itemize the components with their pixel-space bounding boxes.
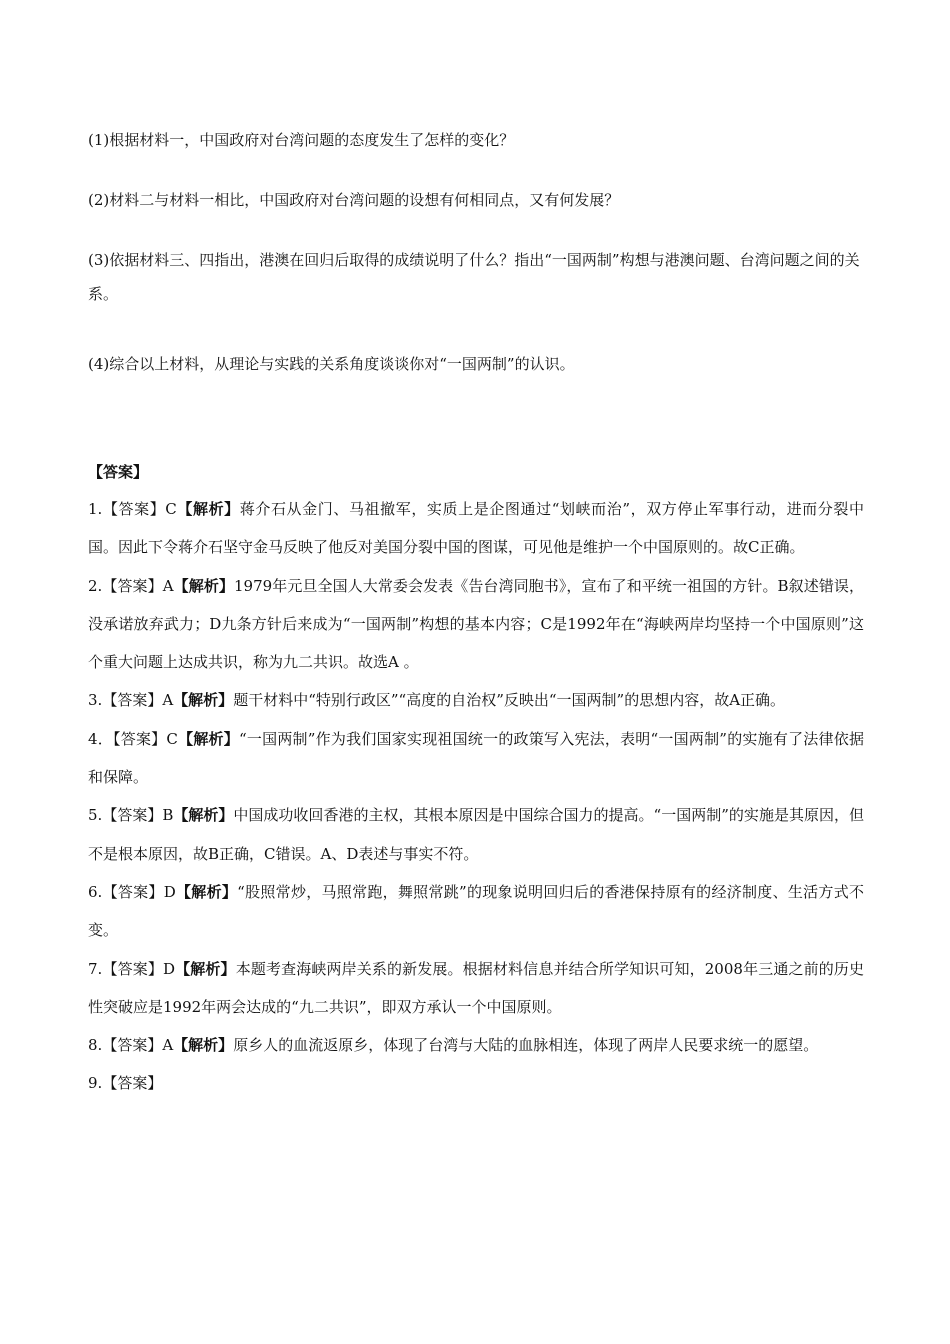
answer-tag: 【答案】	[102, 959, 163, 978]
answer-item	[88, 950, 864, 1027]
analysis-text: 题干材料中“特别行政区”“高度的自治权”反映出“一国两制”的思想内容，故A正确。	[233, 691, 786, 710]
answer-item	[88, 1026, 864, 1064]
analysis-tag: 【解析】	[175, 959, 236, 978]
answer-number: 3.	[88, 691, 103, 710]
answer-tag: 【答案】	[102, 500, 166, 518]
answer-tag: 【答案】	[102, 691, 163, 710]
answer-tag: 【答案】	[113, 729, 167, 748]
answer-list	[88, 490, 864, 1103]
question-4: (4)综合以上材料，从理论与实践的关系角度谈谈你对“一国两制”的认识。	[88, 355, 575, 373]
answer-item	[88, 873, 864, 950]
answer-number: 6.	[88, 882, 103, 901]
analysis-tag: 【解析】	[176, 500, 240, 518]
analysis-tag: 【解析】	[173, 806, 234, 825]
analysis-text: 1979年元旦全国人大常委会发表《告台湾同胞书》，宣布了和平统一祖国的方针。B叙述错误，没承诺放弃武力；D九条方针后来成为“一国两制”构想的基本内容；C是1992年在“海峡两岸均坚持一个中国原则”这个重大问题上达成共识，称为九二共识。故选A 。	[88, 576, 864, 672]
analysis-tag: 【解析】	[173, 1036, 234, 1055]
answer-choice: C	[165, 500, 177, 518]
analysis-tag: 【解析】	[177, 729, 239, 748]
answer-number: 8.	[88, 1036, 103, 1055]
answer-tag: 【答案】	[102, 1074, 163, 1093]
analysis-text: 蒋介石从金门、马祖撤军，实质上是企图通过“划峡而治”，双方停止军事行动，进而分裂中国。因此下令蒋介石坚守金马反映了他反对美国分裂中国的图谋，可见他是维护一个中国原则的。故C正确。	[88, 500, 864, 557]
answer-choice: A	[162, 1036, 174, 1055]
answer-tag: 【答案】	[102, 806, 163, 825]
answer-item	[88, 567, 864, 682]
answer-choice: D	[163, 882, 176, 901]
answer-choice: C	[166, 729, 178, 748]
answer-number: 7.	[88, 959, 103, 978]
answer-choice: B	[162, 806, 174, 825]
question-3: (3)依据材料三、四指出，港澳在回归后取得的成绩说明了什么？指出“一国两制”构想与港澳问题、台湾问题之间的关系。	[88, 251, 860, 303]
question-1: (1)根据材料一，中国政府对台湾问题的态度发生了怎样的变化？	[88, 131, 515, 149]
question-2: (2)材料二与材料一相比，中国政府对台湾问题的设想有何相同点，又有何发展？	[88, 191, 620, 209]
answer-choice: D	[162, 959, 176, 978]
answer-number: 9.	[88, 1074, 103, 1093]
answer-number: 2.	[88, 576, 103, 595]
analysis-tag: 【解析】	[173, 576, 234, 595]
analysis-text: “一国两制”作为我们国家实现祖国统一的政策写入宪法，表明“一国两制”的实施有了法律依据和保障。	[88, 729, 864, 787]
answer-item	[88, 1064, 864, 1102]
analysis-tag: 【解析】	[173, 691, 234, 710]
answer-number: 5.	[88, 806, 103, 825]
analysis-text: 中国成功收回香港的主权，其根本原因是中国综合国力的提高。“一国两制”的实施是其原因，但不是根本原因，故B正确，C错误。A、D表述与事实不符。	[88, 806, 864, 863]
answer-item	[88, 681, 864, 719]
answer-item	[88, 490, 864, 567]
answer-item	[88, 796, 864, 873]
analysis-text: “股照常炒，马照常跑，舞照常跳”的现象说明回归后的香港保持原有的经济制度、生活方式不变。	[88, 882, 864, 940]
answer-item	[88, 720, 864, 797]
answer-number: 1.	[88, 500, 103, 518]
answer-number: 4．	[88, 729, 113, 748]
answer-tag: 【答案】	[102, 576, 163, 595]
analysis-tag: 【解析】	[175, 882, 238, 901]
analysis-text: 本题考查海峡两岸关系的新发展。根据材料信息并结合所学知识可知，2008年三通之前的历史性突破应是1992年两会达成的“九二共识”，即双方承认一个中国原则。	[88, 959, 864, 1016]
answer-tag: 【答案】	[102, 1036, 163, 1055]
answer-choice: A	[162, 576, 174, 595]
answer-choice: A	[162, 691, 174, 710]
answer-section-heading: 【答案】	[88, 463, 149, 481]
analysis-text: 原乡人的血流返原乡，体现了台湾与大陆的血脉相连，体现了两岸人民要求统一的愿望。	[233, 1036, 819, 1055]
answer-tag: 【答案】	[102, 882, 164, 901]
